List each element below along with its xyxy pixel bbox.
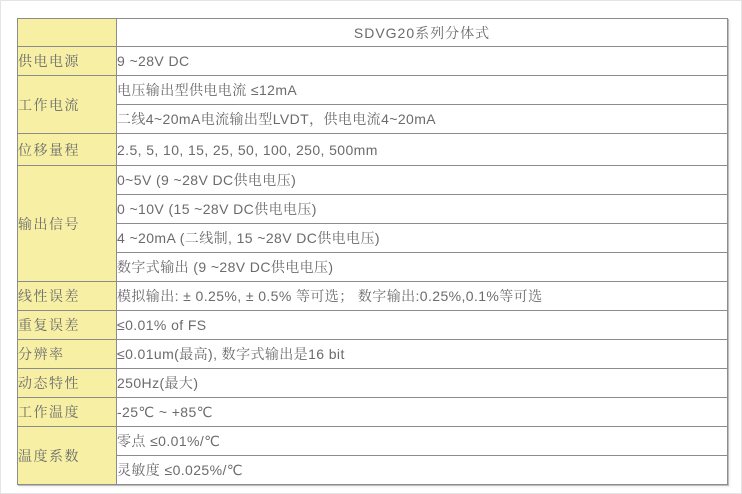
table-row: [18, 224, 728, 253]
product-title: SDVG20系列分体式: [117, 19, 728, 47]
spec-label-resolution: 分辨率: [18, 340, 117, 369]
table-row: [18, 105, 728, 134]
table-row: [18, 19, 728, 47]
table-row: [18, 166, 728, 195]
spec-value-resolution: ≤0.01um(最高), 数字式输出是16 bit: [117, 340, 728, 369]
spec-value-operating-temperature: -25℃ ~ +85℃: [117, 398, 728, 427]
spec-value-operating-current-2: 二线4~20mA电流输出型LVDT，供电电流4~20mA: [117, 105, 728, 134]
spec-value-temperature-coefficient-sensitivity: 灵敏度 ≤0.025%/℃: [117, 456, 728, 485]
table-row: [18, 427, 728, 456]
spec-label-displacement-range: 位移量程: [18, 134, 117, 166]
table-row: [18, 369, 728, 398]
spec-value-output-signal-1: 0~5V (9 ~28V DC供电电压): [117, 166, 728, 195]
spec-label-operating-current: 工作电流: [18, 76, 117, 134]
table-row: [18, 76, 728, 105]
spec-label-power-supply: 供电电源: [18, 47, 117, 76]
spec-value-operating-current-1: 电压输出型供电电流 ≤12mA: [117, 76, 728, 105]
spec-corner-cell: [18, 19, 117, 47]
spec-value-output-signal-3: 4 ~20mA (二线制, 15 ~28V DC供电电压): [117, 224, 728, 253]
spec-value-power-supply: 9 ~28V DC: [117, 47, 728, 76]
spec-value-repeatability-error: ≤0.01% of FS: [117, 311, 728, 340]
spec-value-displacement-range: 2.5, 5, 10, 15, 25, 50, 100, 250, 500mm: [117, 134, 728, 166]
table-row: [18, 456, 728, 485]
spec-label-dynamic-response: 动态特性: [18, 369, 117, 398]
table-row: [18, 47, 728, 76]
spec-label-repeatability-error: 重复误差: [18, 311, 117, 340]
spec-table: [17, 18, 728, 485]
spec-label-linearity-error: 线性误差: [18, 282, 117, 311]
table-row: [18, 398, 728, 427]
spec-value-dynamic-response: 250Hz(最大): [117, 369, 728, 398]
table-row: [18, 195, 728, 224]
spec-value-output-signal-2: 0 ~10V (15 ~28V DC供电电压): [117, 195, 728, 224]
table-row: [18, 134, 728, 166]
spec-label-operating-temperature: 工作温度: [18, 398, 117, 427]
spec-label-output-signal: 输出信号: [18, 166, 117, 282]
spec-value-linearity-error: 模拟输出: ± 0.25%, ± 0.5% 等可选； 数字输出:0.25%,0.1%等可选: [117, 282, 728, 311]
spec-value-output-signal-4: 数字式输出 (9 ~28V DC供电电压): [117, 253, 728, 282]
table-row: [18, 340, 728, 369]
spec-label-temperature-coefficient: 温度系数: [18, 427, 117, 485]
spec-value-temperature-coefficient-zero: 零点 ≤0.01%/℃: [117, 427, 728, 456]
table-row: [18, 311, 728, 340]
table-row: [18, 282, 728, 311]
table-row: [18, 253, 728, 282]
